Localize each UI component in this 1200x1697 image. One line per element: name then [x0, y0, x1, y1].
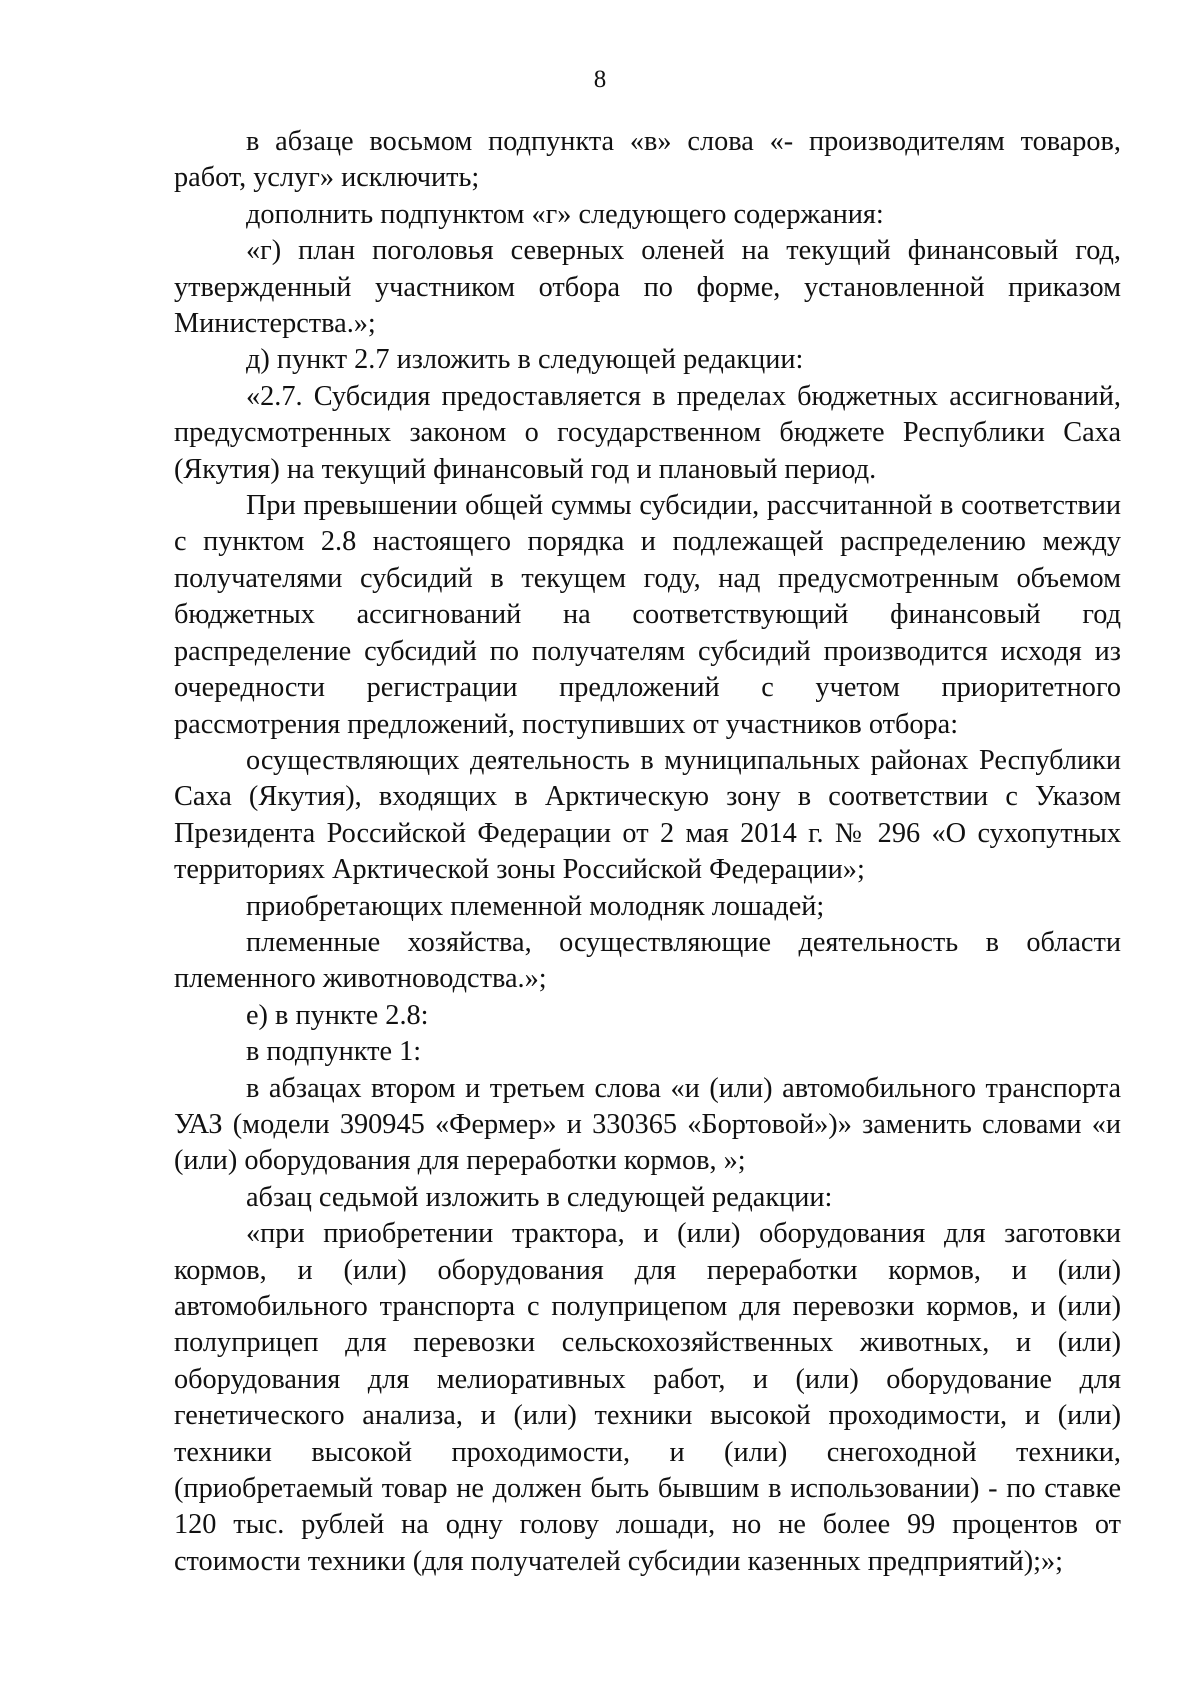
paragraph-11: в подпункте 1:	[246, 1036, 422, 1068]
paragraph-9: племенные хозяйства, осуществляющие деятельность в области племенного животноводства.»;	[174, 926, 1121, 995]
paragraph-1: в абзаце восьмом подпункта «в» слова «- производителям товаров, работ, услуг» исключить;	[174, 126, 1121, 194]
paragraph-10: е) в пункте 2.8:	[246, 999, 429, 1031]
paragraph-14: «при приобретении трактора, и (или) оборудования для заготовки кормов, и (или) оборудования для переработки кормов, и (или) автомобильного транспорта с полуприцепом для перевозки кормов, и (или) полуприцеп для перевозки сельскохозяйственных животных, и (или) оборудования для мелиоративных работ, и (или) оборудование для генетического анализа, и (или) техники высокой проходимости, и (или) техники высокой проходимости, и (или) снегоходной техники, (приобретаемый товар не должен быть бывшим в использовании) - по ставке 120 тыс. рублей на одну голову лошади, но не более 99 процентов от стоимости техники (для получателей субсидии казенных предприятий);»;	[174, 1218, 1121, 1577]
paragraph-7: осуществляющих деятельность в муниципальных районах Республики Саха (Якутия), входящих в Арктическую зону в соответствии с Указом Президента Российской Федерации от 2 мая 2014 г. № 296 «О сухопутных территориях Арктической зоны Российской Федерации»;	[174, 744, 1121, 886]
paragraph-6: При превышении общей суммы субсидии, рассчитанной в соответствии с пунктом 2.8 настоящего порядка и подлежащей распределению между получателями субсидий в текущем году, над предусмотренным объемом бюджетных ассигнований на соответствующий финансовый год распределение субсидий по получателям субсидий производится исходя из очередности регистрации предложений с учетом приоритетного рассмотрения предложений, поступивших от участников отбора:	[174, 490, 1121, 740]
paragraph-5: «2.7. Субсидия предоставляется в пределах бюджетных ассигнований, предусмотренных законом о государственном бюджете Республики Саха (Якутия) на текущий финансовый год и плановый период.	[174, 380, 1121, 485]
paragraph-4: д) пункт 2.7 изложить в следующей редакции:	[246, 344, 804, 376]
page-number: 8	[593, 66, 607, 93]
paragraph-2: дополнить подпунктом «г» следующего содержания:	[246, 198, 884, 230]
paragraph-8: приобретающих племенной молодняк лошадей;	[246, 890, 825, 922]
document-body	[174, 124, 1121, 1580]
paragraph-3: «г) план поголовья северных оленей на текущий финансовый год, утвержденный участником отбора по форме, установленной приказом Министерства.»;	[174, 235, 1121, 340]
paragraph-13: абзац седьмой изложить в следующей редакции:	[246, 1181, 833, 1213]
paragraph-12: в абзацах втором и третьем слова «и (или) автомобильного транспорта УАЗ (модели 390945 «Фермер» и 330365 «Бортовой»)» заменить словами «и (или) оборудования для переработки кормов, »;	[174, 1072, 1121, 1177]
